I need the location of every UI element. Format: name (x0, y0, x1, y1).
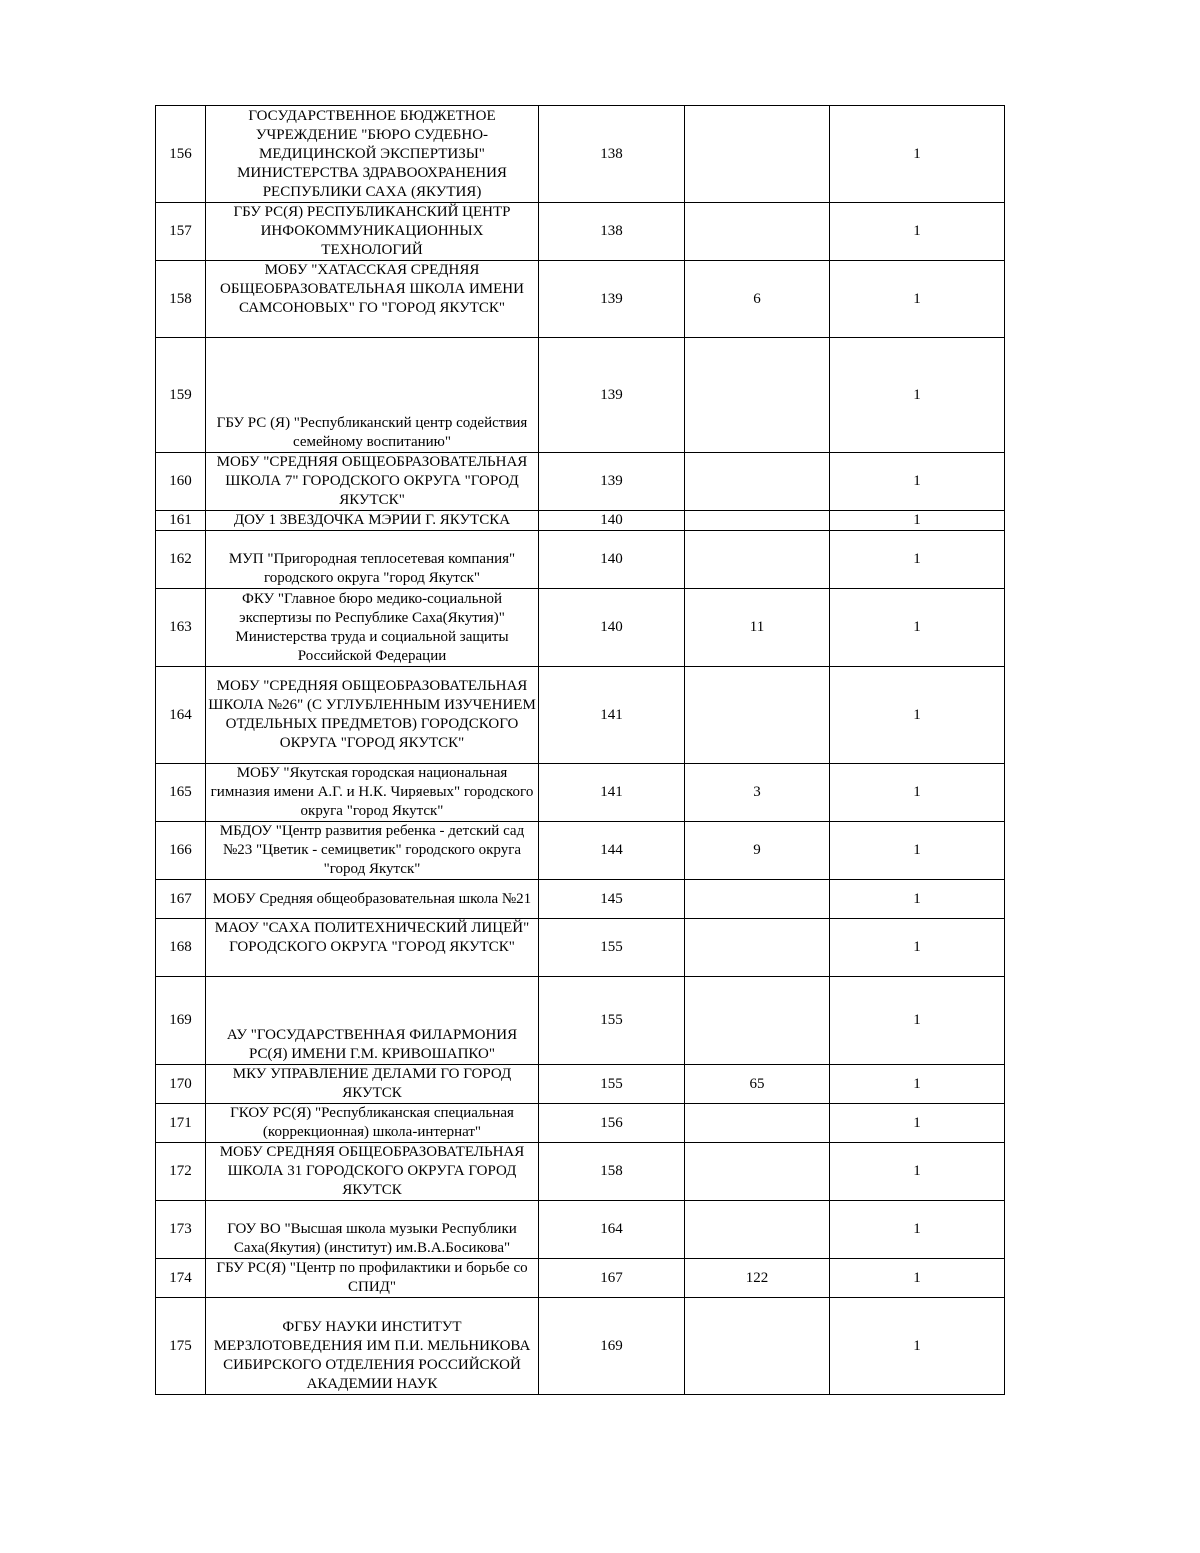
row-number-cell: 169 (156, 977, 206, 1065)
value-cell-1: 140 (539, 511, 685, 531)
organization-cell: МОБУ Средняя общеобразовательная школа №21 (206, 880, 539, 919)
organization-cell: АУ "ГОСУДАРСТВЕННАЯ ФИЛАРМОНИЯ РС(Я) ИМЕНИ Г.М. КРИВОШАПКО" (206, 977, 539, 1065)
value-cell-1: 158 (539, 1143, 685, 1201)
organization-cell: МОБУ СРЕДНЯЯ ОБЩЕОБРАЗОВАТЕЛЬНАЯ ШКОЛА 31 ГОРОДСКОГО ОКРУГА ГОРОД ЯКУТСК (206, 1143, 539, 1201)
table-row (156, 1298, 1005, 1395)
table-row (156, 880, 1005, 919)
organization-cell: МУП "Пригородная теплосетевая компания" городского округа "город Якутск" (206, 531, 539, 589)
table-row (156, 822, 1005, 880)
table-body (156, 106, 1005, 1395)
value-cell-3: 1 (830, 531, 1005, 589)
value-cell-2 (685, 667, 830, 764)
table-row (156, 589, 1005, 667)
value-cell-1: 141 (539, 667, 685, 764)
row-number-cell: 167 (156, 880, 206, 919)
table-row (156, 453, 1005, 511)
value-cell-1: 169 (539, 1298, 685, 1395)
value-cell-2 (685, 531, 830, 589)
value-cell-3: 1 (830, 1143, 1005, 1201)
table-row (156, 531, 1005, 589)
row-number-cell: 171 (156, 1104, 206, 1143)
row-number-cell: 174 (156, 1259, 206, 1298)
organization-cell: ГБУ РС(Я) "Центр по профилактики и борьбе со СПИД" (206, 1259, 539, 1298)
table-row (156, 203, 1005, 261)
value-cell-1: 139 (539, 453, 685, 511)
value-cell-3: 1 (830, 1201, 1005, 1259)
table-row (156, 1104, 1005, 1143)
value-cell-2 (685, 338, 830, 453)
organization-cell: МКУ УПРАВЛЕНИЕ ДЕЛАМИ ГО ГОРОД ЯКУТСК (206, 1065, 539, 1104)
value-cell-1: 155 (539, 977, 685, 1065)
row-number-cell: 161 (156, 511, 206, 531)
organization-cell: МАОУ "САХА ПОЛИТЕХНИЧЕСКИЙ ЛИЦЕЙ" ГОРОДСКОГО ОКРУГА "ГОРОД ЯКУТСК" (206, 919, 539, 977)
organization-cell: МОБУ "ХАТАССКАЯ СРЕДНЯЯ ОБЩЕОБРАЗОВАТЕЛЬНАЯ ШКОЛА ИМЕНИ САМСОНОВЫХ" ГО "ГОРОД ЯКУТСК" (206, 261, 539, 338)
table-row (156, 261, 1005, 338)
value-cell-2: 11 (685, 589, 830, 667)
value-cell-2 (685, 880, 830, 919)
value-cell-3: 1 (830, 822, 1005, 880)
table-row (156, 764, 1005, 822)
value-cell-3: 1 (830, 106, 1005, 203)
value-cell-2 (685, 1201, 830, 1259)
organization-cell: ГБУ РС (Я) "Республиканский центр содействия семейному воспитанию" (206, 338, 539, 453)
table-row (156, 667, 1005, 764)
row-number-cell: 175 (156, 1298, 206, 1395)
value-cell-1: 138 (539, 203, 685, 261)
value-cell-3: 1 (830, 880, 1005, 919)
table-row (156, 338, 1005, 453)
row-number-cell: 164 (156, 667, 206, 764)
row-number-cell: 166 (156, 822, 206, 880)
organization-cell: МБДОУ "Центр развития ребенка - детский сад №23 "Цветик - семицветик" городского округа "город Якутск" (206, 822, 539, 880)
row-number-cell: 158 (156, 261, 206, 338)
organization-cell: МОБУ "СРЕДНЯЯ ОБЩЕОБРАЗОВАТЕЛЬНАЯ ШКОЛА №26" (С УГЛУБЛЕННЫМ ИЗУЧЕНИЕМ ОТДЕЛЬНЫХ ПРЕДМЕТОВ) ГОРОДСКОГО ОКРУГА "ГОРОД ЯКУТСК" (206, 667, 539, 764)
value-cell-1: 155 (539, 1065, 685, 1104)
organization-cell: МОБУ "СРЕДНЯЯ ОБЩЕОБРАЗОВАТЕЛЬНАЯ ШКОЛА 7" ГОРОДСКОГО ОКРУГА "ГОРОД ЯКУТСК" (206, 453, 539, 511)
value-cell-3: 1 (830, 977, 1005, 1065)
table-row (156, 511, 1005, 531)
organization-cell: ГОУ ВО "Высшая школа музыки Республики Саха(Якутия) (институт) им.В.А.Босикова" (206, 1201, 539, 1259)
row-number-cell: 170 (156, 1065, 206, 1104)
value-cell-2: 122 (685, 1259, 830, 1298)
organization-cell: ФГБУ НАУКИ ИНСТИТУТ МЕРЗЛОТОВЕДЕНИЯ ИМ П.И. МЕЛЬНИКОВА СИБИРСКОГО ОТДЕЛЕНИЯ РОССИЙСКОЙ АКАДЕМИИ НАУК (206, 1298, 539, 1395)
row-number-cell: 156 (156, 106, 206, 203)
value-cell-2 (685, 1298, 830, 1395)
value-cell-1: 144 (539, 822, 685, 880)
value-cell-1: 164 (539, 1201, 685, 1259)
value-cell-3: 1 (830, 919, 1005, 977)
organization-cell: ГКОУ РС(Я) "Республиканская специальная (коррекционная) школа-интернат" (206, 1104, 539, 1143)
value-cell-2: 3 (685, 764, 830, 822)
row-number-cell: 163 (156, 589, 206, 667)
row-number-cell: 159 (156, 338, 206, 453)
table-row (156, 977, 1005, 1065)
value-cell-3: 1 (830, 764, 1005, 822)
value-cell-3: 1 (830, 589, 1005, 667)
table-row (156, 1143, 1005, 1201)
value-cell-2 (685, 106, 830, 203)
value-cell-1: 141 (539, 764, 685, 822)
value-cell-1: 140 (539, 531, 685, 589)
value-cell-1: 139 (539, 261, 685, 338)
organization-cell: ДОУ 1 ЗВЕЗДОЧКА МЭРИИ Г. ЯКУТСКА (206, 511, 539, 531)
table-row (156, 1259, 1005, 1298)
value-cell-2: 6 (685, 261, 830, 338)
row-number-cell: 160 (156, 453, 206, 511)
value-cell-2 (685, 919, 830, 977)
value-cell-1: 140 (539, 589, 685, 667)
row-number-cell: 157 (156, 203, 206, 261)
value-cell-1: 138 (539, 106, 685, 203)
organization-cell: МОБУ "Якутская городская национальная гимназия имени А.Г. и Н.К. Чиряевых" городского округа "город Якутск" (206, 764, 539, 822)
organization-cell: ФКУ "Главное бюро медико-социальной экспертизы по Республике Саха(Якутия)" Министерства труда и социальной защиты Российской Федерации (206, 589, 539, 667)
value-cell-2: 9 (685, 822, 830, 880)
row-number-cell: 165 (156, 764, 206, 822)
table-row (156, 106, 1005, 203)
value-cell-2 (685, 203, 830, 261)
value-cell-1: 167 (539, 1259, 685, 1298)
organization-cell: ГБУ РС(Я) РЕСПУБЛИКАНСКИЙ ЦЕНТР ИНФОКОММУНИКАЦИОННЫХ ТЕХНОЛОГИЙ (206, 203, 539, 261)
value-cell-2 (685, 511, 830, 531)
row-number-cell: 162 (156, 531, 206, 589)
row-number-cell: 172 (156, 1143, 206, 1201)
value-cell-2 (685, 977, 830, 1065)
value-cell-1: 145 (539, 880, 685, 919)
value-cell-1: 139 (539, 338, 685, 453)
value-cell-3: 1 (830, 511, 1005, 531)
data-table (155, 105, 1005, 1395)
value-cell-1: 156 (539, 1104, 685, 1143)
organization-cell: ГОСУДАРСТВЕННОЕ БЮДЖЕТНОЕ УЧРЕЖДЕНИЕ "БЮРО СУДЕБНО-МЕДИЦИНСКОЙ ЭКСПЕРТИЗЫ" МИНИСТЕРСТВА ЗДРАВООХРАНЕНИЯ РЕСПУБЛИКИ САХА (ЯКУТИЯ) (206, 106, 539, 203)
value-cell-3: 1 (830, 203, 1005, 261)
value-cell-3: 1 (830, 1259, 1005, 1298)
value-cell-2: 65 (685, 1065, 830, 1104)
table-row (156, 1201, 1005, 1259)
value-cell-2 (685, 1104, 830, 1143)
value-cell-3: 1 (830, 453, 1005, 511)
value-cell-1: 155 (539, 919, 685, 977)
value-cell-3: 1 (830, 1298, 1005, 1395)
value-cell-3: 1 (830, 1104, 1005, 1143)
row-number-cell: 173 (156, 1201, 206, 1259)
value-cell-2 (685, 453, 830, 511)
value-cell-2 (685, 1143, 830, 1201)
value-cell-3: 1 (830, 338, 1005, 453)
row-number-cell: 168 (156, 919, 206, 977)
table-row (156, 1065, 1005, 1104)
value-cell-3: 1 (830, 261, 1005, 338)
value-cell-3: 1 (830, 1065, 1005, 1104)
value-cell-3: 1 (830, 667, 1005, 764)
table-row (156, 919, 1005, 977)
